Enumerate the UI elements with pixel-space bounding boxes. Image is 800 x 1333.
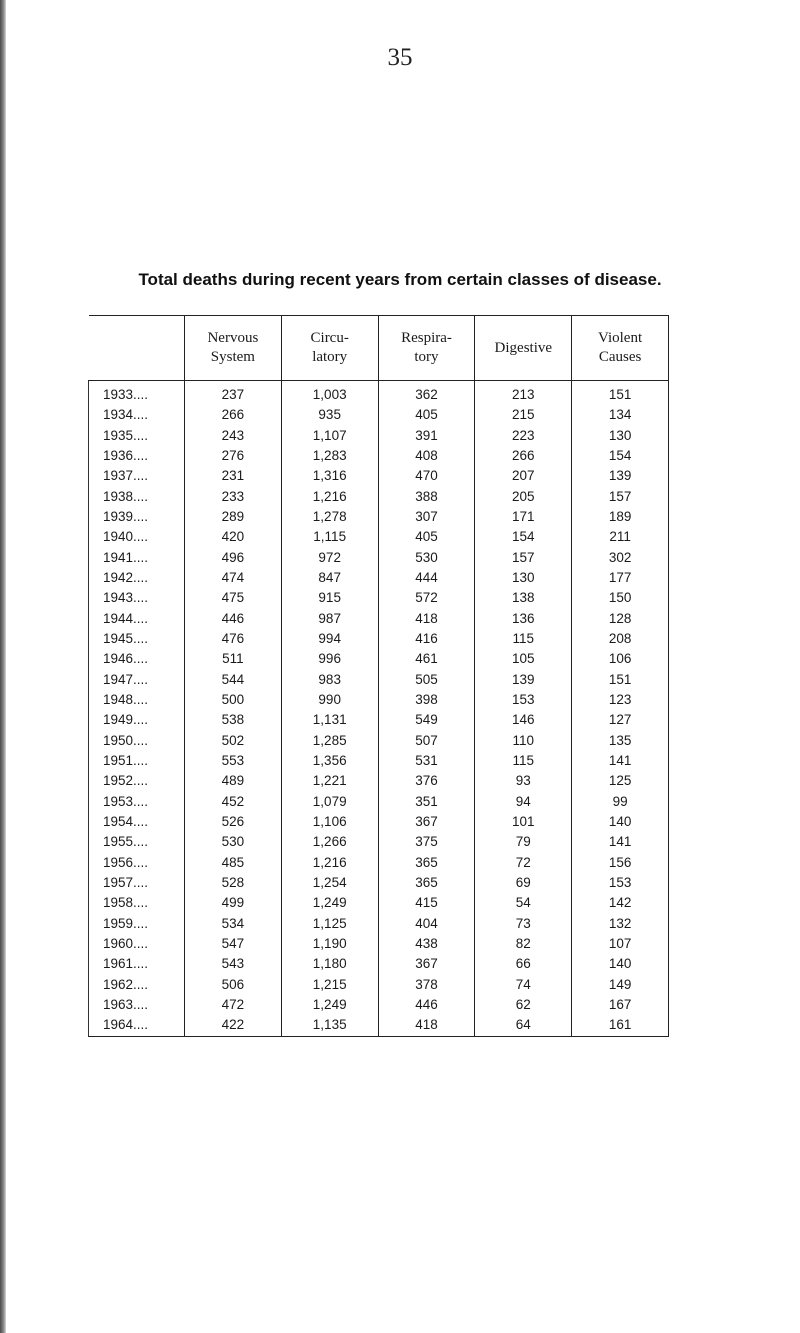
cell-nervous-system: 528 xyxy=(185,873,282,893)
table-row xyxy=(89,405,669,425)
cell-digestive: 115 xyxy=(475,629,572,649)
cell-circulatory: 1,125 xyxy=(281,914,378,934)
column-header-label: Nervous System xyxy=(207,330,259,365)
cell-digestive: 115 xyxy=(475,751,572,771)
cell-respiratory: 438 xyxy=(378,934,475,954)
cell-violent-causes: 153 xyxy=(572,873,669,893)
cell-circulatory: 1,278 xyxy=(281,507,378,527)
cell-nervous-system: 534 xyxy=(185,914,282,934)
cell-circulatory: 983 xyxy=(281,670,378,690)
cell-violent-causes: 189 xyxy=(572,507,669,527)
table-row xyxy=(89,507,669,527)
cell-digestive: 153 xyxy=(475,690,572,710)
table-row xyxy=(89,954,669,974)
cell-year: 1951.... xyxy=(89,751,185,771)
cell-circulatory: 1,079 xyxy=(281,792,378,812)
cell-year: 1942.... xyxy=(89,568,185,588)
cell-digestive: 213 xyxy=(475,381,572,406)
table-row xyxy=(89,609,669,629)
cell-violent-causes: 177 xyxy=(572,568,669,588)
cell-respiratory: 351 xyxy=(378,792,475,812)
cell-violent-causes: 211 xyxy=(572,527,669,547)
table-row xyxy=(89,710,669,730)
cell-year: 1941.... xyxy=(89,548,185,568)
cell-nervous-system: 452 xyxy=(185,792,282,812)
cell-year: 1963.... xyxy=(89,995,185,1015)
cell-nervous-system: 543 xyxy=(185,954,282,974)
cell-violent-causes: 156 xyxy=(572,853,669,873)
cell-circulatory: 1,249 xyxy=(281,995,378,1015)
cell-year: 1955.... xyxy=(89,832,185,852)
cell-nervous-system: 266 xyxy=(185,405,282,425)
cell-digestive: 54 xyxy=(475,893,572,913)
cell-circulatory: 1,216 xyxy=(281,487,378,507)
cell-respiratory: 391 xyxy=(378,426,475,446)
cell-respiratory: 405 xyxy=(378,405,475,425)
cell-nervous-system: 476 xyxy=(185,629,282,649)
cell-respiratory: 444 xyxy=(378,568,475,588)
table-row xyxy=(89,381,669,406)
cell-digestive: 101 xyxy=(475,812,572,832)
cell-year: 1939.... xyxy=(89,507,185,527)
cell-violent-causes: 141 xyxy=(572,832,669,852)
table-row xyxy=(89,568,669,588)
cell-circulatory: 987 xyxy=(281,609,378,629)
cell-circulatory: 1,190 xyxy=(281,934,378,954)
cell-nervous-system: 233 xyxy=(185,487,282,507)
cell-nervous-system: 446 xyxy=(185,609,282,629)
cell-respiratory: 388 xyxy=(378,487,475,507)
cell-respiratory: 572 xyxy=(378,588,475,608)
cell-digestive: 130 xyxy=(475,568,572,588)
cell-respiratory: 367 xyxy=(378,812,475,832)
cell-nervous-system: 506 xyxy=(185,975,282,995)
cell-respiratory: 362 xyxy=(378,381,475,406)
column-header-label: Violent Causes xyxy=(598,330,643,365)
cell-violent-causes: 150 xyxy=(572,588,669,608)
cell-digestive: 146 xyxy=(475,710,572,730)
cell-nervous-system: 553 xyxy=(185,751,282,771)
cell-respiratory: 470 xyxy=(378,466,475,486)
table-row xyxy=(89,934,669,954)
cell-year: 1946.... xyxy=(89,649,185,669)
cell-year: 1964.... xyxy=(89,1015,185,1036)
cell-year: 1950.... xyxy=(89,731,185,751)
cell-violent-causes: 130 xyxy=(572,426,669,446)
cell-circulatory: 996 xyxy=(281,649,378,669)
table-row xyxy=(89,812,669,832)
cell-violent-causes: 140 xyxy=(572,812,669,832)
table-row xyxy=(89,771,669,791)
table-row xyxy=(89,487,669,507)
cell-digestive: 94 xyxy=(475,792,572,812)
cell-respiratory: 405 xyxy=(378,527,475,547)
cell-respiratory: 530 xyxy=(378,548,475,568)
cell-digestive: 105 xyxy=(475,649,572,669)
cell-violent-causes: 167 xyxy=(572,995,669,1015)
cell-year: 1953.... xyxy=(89,792,185,812)
cell-year: 1959.... xyxy=(89,914,185,934)
cell-respiratory: 415 xyxy=(378,893,475,913)
table-row xyxy=(89,548,669,568)
cell-respiratory: 365 xyxy=(378,873,475,893)
table-row xyxy=(89,670,669,690)
cell-violent-causes: 107 xyxy=(572,934,669,954)
cell-violent-causes: 140 xyxy=(572,954,669,974)
cell-respiratory: 549 xyxy=(378,710,475,730)
cell-violent-causes: 161 xyxy=(572,1015,669,1036)
cell-digestive: 138 xyxy=(475,588,572,608)
cell-nervous-system: 544 xyxy=(185,670,282,690)
column-header-respiratory xyxy=(378,316,475,381)
cell-respiratory: 418 xyxy=(378,609,475,629)
cell-year: 1949.... xyxy=(89,710,185,730)
cell-year: 1934.... xyxy=(89,405,185,425)
deaths-by-disease-table xyxy=(88,315,669,1037)
cell-digestive: 72 xyxy=(475,853,572,873)
cell-digestive: 82 xyxy=(475,934,572,954)
cell-digestive: 223 xyxy=(475,426,572,446)
cell-digestive: 157 xyxy=(475,548,572,568)
cell-circulatory: 1,135 xyxy=(281,1015,378,1036)
cell-year: 1948.... xyxy=(89,690,185,710)
cell-nervous-system: 530 xyxy=(185,832,282,852)
cell-respiratory: 375 xyxy=(378,832,475,852)
cell-digestive: 207 xyxy=(475,466,572,486)
cell-year: 1954.... xyxy=(89,812,185,832)
cell-respiratory: 418 xyxy=(378,1015,475,1036)
cell-digestive: 136 xyxy=(475,609,572,629)
cell-circulatory: 915 xyxy=(281,588,378,608)
column-header-label: Respira- tory xyxy=(401,330,452,365)
column-header-nervous-system xyxy=(185,316,282,381)
cell-digestive: 205 xyxy=(475,487,572,507)
table-row xyxy=(89,1015,669,1036)
cell-circulatory: 972 xyxy=(281,548,378,568)
cell-circulatory: 1,215 xyxy=(281,975,378,995)
cell-circulatory: 1,216 xyxy=(281,853,378,873)
column-header-year xyxy=(89,316,185,381)
cell-circulatory: 847 xyxy=(281,568,378,588)
cell-circulatory: 1,285 xyxy=(281,731,378,751)
cell-violent-causes: 149 xyxy=(572,975,669,995)
cell-digestive: 139 xyxy=(475,670,572,690)
cell-violent-causes: 132 xyxy=(572,914,669,934)
table-row xyxy=(89,446,669,466)
table-header-row xyxy=(89,316,669,381)
cell-respiratory: 461 xyxy=(378,649,475,669)
cell-respiratory: 376 xyxy=(378,771,475,791)
cell-year: 1962.... xyxy=(89,975,185,995)
cell-nervous-system: 474 xyxy=(185,568,282,588)
cell-violent-causes: 128 xyxy=(572,609,669,629)
cell-nervous-system: 422 xyxy=(185,1015,282,1036)
table-title: Total deaths during recent years from certain classes of disease. xyxy=(138,270,662,289)
cell-circulatory: 1,221 xyxy=(281,771,378,791)
page-number: 35 xyxy=(387,44,413,71)
cell-violent-causes: 154 xyxy=(572,446,669,466)
cell-circulatory: 1,283 xyxy=(281,446,378,466)
cell-circulatory: 990 xyxy=(281,690,378,710)
cell-nervous-system: 496 xyxy=(185,548,282,568)
cell-digestive: 69 xyxy=(475,873,572,893)
table-row xyxy=(89,751,669,771)
table-row xyxy=(89,649,669,669)
cell-nervous-system: 276 xyxy=(185,446,282,466)
cell-circulatory: 1,249 xyxy=(281,893,378,913)
cell-year: 1957.... xyxy=(89,873,185,893)
cell-violent-causes: 141 xyxy=(572,751,669,771)
table-row xyxy=(89,629,669,649)
cell-year: 1960.... xyxy=(89,934,185,954)
cell-year: 1958.... xyxy=(89,893,185,913)
cell-year: 1952.... xyxy=(89,771,185,791)
table-row xyxy=(89,792,669,812)
cell-year: 1938.... xyxy=(89,487,185,507)
cell-violent-causes: 157 xyxy=(572,487,669,507)
table-row xyxy=(89,731,669,751)
cell-respiratory: 378 xyxy=(378,975,475,995)
cell-digestive: 64 xyxy=(475,1015,572,1036)
cell-digestive: 73 xyxy=(475,914,572,934)
cell-year: 1935.... xyxy=(89,426,185,446)
table-row xyxy=(89,873,669,893)
cell-circulatory: 935 xyxy=(281,405,378,425)
cell-digestive: 93 xyxy=(475,771,572,791)
cell-nervous-system: 500 xyxy=(185,690,282,710)
cell-circulatory: 1,316 xyxy=(281,466,378,486)
cell-respiratory: 507 xyxy=(378,731,475,751)
cell-digestive: 66 xyxy=(475,954,572,974)
cell-nervous-system: 420 xyxy=(185,527,282,547)
cell-respiratory: 408 xyxy=(378,446,475,466)
cell-circulatory: 994 xyxy=(281,629,378,649)
cell-circulatory: 1,107 xyxy=(281,426,378,446)
cell-violent-causes: 142 xyxy=(572,893,669,913)
cell-year: 1940.... xyxy=(89,527,185,547)
cell-nervous-system: 237 xyxy=(185,381,282,406)
cell-nervous-system: 231 xyxy=(185,466,282,486)
table-row xyxy=(89,588,669,608)
cell-respiratory: 446 xyxy=(378,995,475,1015)
cell-year: 1944.... xyxy=(89,609,185,629)
cell-respiratory: 505 xyxy=(378,670,475,690)
cell-digestive: 110 xyxy=(475,731,572,751)
table-row xyxy=(89,426,669,446)
cell-nervous-system: 538 xyxy=(185,710,282,730)
cell-respiratory: 307 xyxy=(378,507,475,527)
table-row xyxy=(89,853,669,873)
cell-respiratory: 365 xyxy=(378,853,475,873)
cell-violent-causes: 151 xyxy=(572,381,669,406)
cell-nervous-system: 502 xyxy=(185,731,282,751)
column-header-circulatory xyxy=(281,316,378,381)
cell-circulatory: 1,254 xyxy=(281,873,378,893)
cell-nervous-system: 485 xyxy=(185,853,282,873)
column-header-violent-causes xyxy=(572,316,669,381)
cell-nervous-system: 475 xyxy=(185,588,282,608)
cell-year: 1945.... xyxy=(89,629,185,649)
column-header-digestive: Digestive xyxy=(475,316,572,381)
table-row xyxy=(89,690,669,710)
cell-nervous-system: 489 xyxy=(185,771,282,791)
cell-circulatory: 1,106 xyxy=(281,812,378,832)
cell-violent-causes: 135 xyxy=(572,731,669,751)
cell-circulatory: 1,266 xyxy=(281,832,378,852)
cell-year: 1937.... xyxy=(89,466,185,486)
column-header-label: Circu- latory xyxy=(310,330,349,365)
cell-nervous-system: 526 xyxy=(185,812,282,832)
cell-violent-causes: 123 xyxy=(572,690,669,710)
table-row xyxy=(89,527,669,547)
cell-respiratory: 398 xyxy=(378,690,475,710)
table-body xyxy=(89,381,669,1037)
cell-digestive: 74 xyxy=(475,975,572,995)
table-row xyxy=(89,466,669,486)
cell-digestive: 154 xyxy=(475,527,572,547)
cell-year: 1947.... xyxy=(89,670,185,690)
cell-violent-causes: 106 xyxy=(572,649,669,669)
cell-circulatory: 1,356 xyxy=(281,751,378,771)
cell-respiratory: 404 xyxy=(378,914,475,934)
cell-digestive: 266 xyxy=(475,446,572,466)
cell-year: 1943.... xyxy=(89,588,185,608)
cell-nervous-system: 511 xyxy=(185,649,282,669)
cell-violent-causes: 302 xyxy=(572,548,669,568)
cell-circulatory: 1,180 xyxy=(281,954,378,974)
cell-digestive: 171 xyxy=(475,507,572,527)
cell-circulatory: 1,131 xyxy=(281,710,378,730)
cell-nervous-system: 243 xyxy=(185,426,282,446)
cell-violent-causes: 125 xyxy=(572,771,669,791)
cell-year: 1933.... xyxy=(89,381,185,406)
cell-violent-causes: 127 xyxy=(572,710,669,730)
cell-circulatory: 1,003 xyxy=(281,381,378,406)
cell-digestive: 79 xyxy=(475,832,572,852)
table-row xyxy=(89,832,669,852)
cell-respiratory: 367 xyxy=(378,954,475,974)
table-row xyxy=(89,995,669,1015)
cell-violent-causes: 134 xyxy=(572,405,669,425)
cell-nervous-system: 499 xyxy=(185,893,282,913)
table-row xyxy=(89,893,669,913)
cell-year: 1956.... xyxy=(89,853,185,873)
cell-violent-causes: 139 xyxy=(572,466,669,486)
cell-nervous-system: 472 xyxy=(185,995,282,1015)
cell-nervous-system: 289 xyxy=(185,507,282,527)
table-row xyxy=(89,914,669,934)
cell-digestive: 215 xyxy=(475,405,572,425)
cell-digestive: 62 xyxy=(475,995,572,1015)
table-row xyxy=(89,975,669,995)
cell-year: 1936.... xyxy=(89,446,185,466)
statistics-table-container xyxy=(88,315,668,1037)
cell-year: 1961.... xyxy=(89,954,185,974)
cell-violent-causes: 99 xyxy=(572,792,669,812)
cell-respiratory: 531 xyxy=(378,751,475,771)
cell-circulatory: 1,115 xyxy=(281,527,378,547)
cell-violent-causes: 208 xyxy=(572,629,669,649)
cell-respiratory: 416 xyxy=(378,629,475,649)
page-binding-edge xyxy=(0,0,6,1333)
cell-violent-causes: 151 xyxy=(572,670,669,690)
cell-nervous-system: 547 xyxy=(185,934,282,954)
